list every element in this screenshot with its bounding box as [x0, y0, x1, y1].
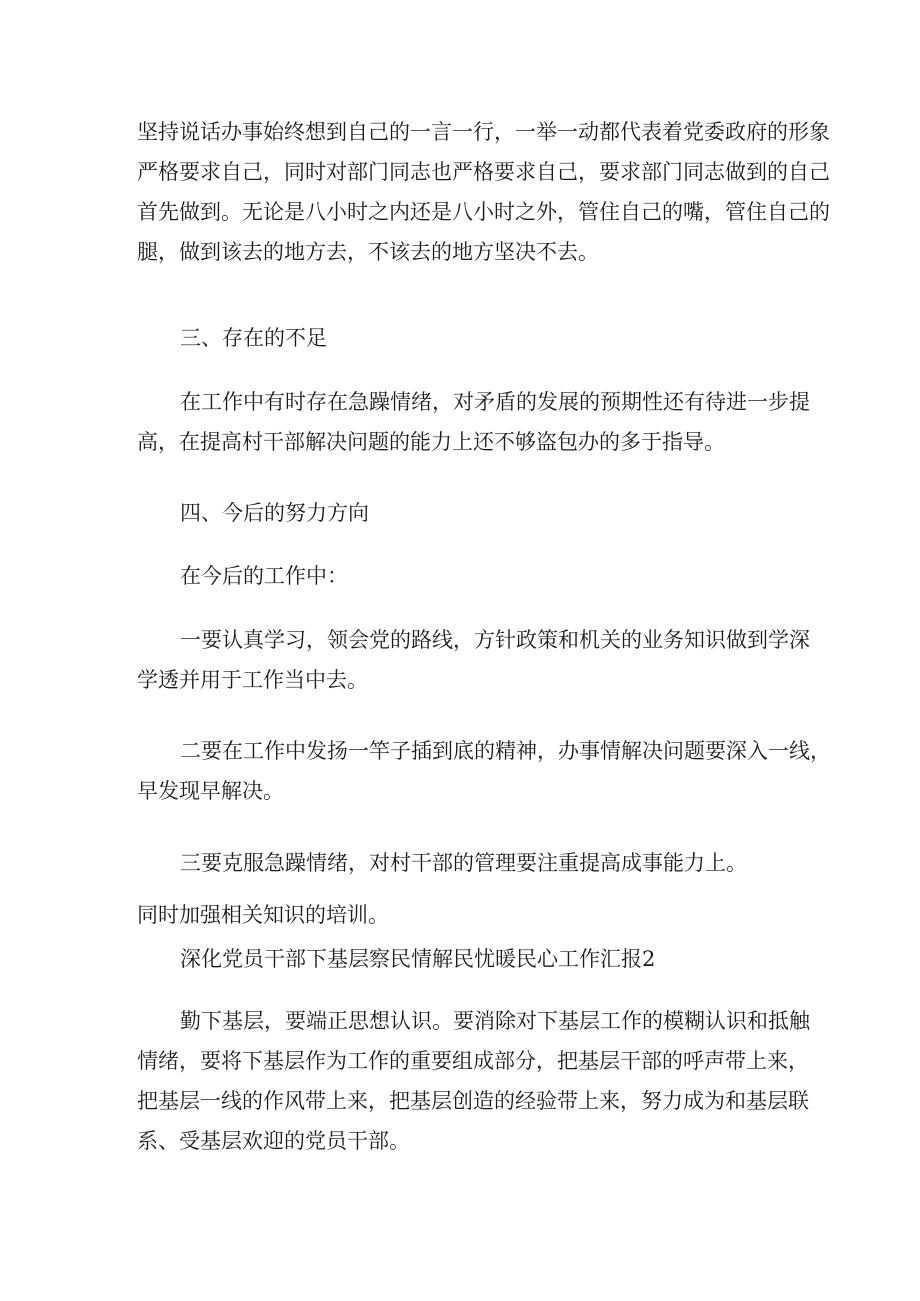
paragraph-shortcomings	[137, 382, 810, 462]
paragraph-point-two	[137, 731, 831, 811]
text-line: 一要认真学习，领会党的路线，方针政策和机关的业务知识做到学深	[180, 628, 810, 652]
paragraph-conduct	[137, 112, 830, 272]
paragraph-grassroots	[137, 1001, 810, 1161]
paragraph-training: 同时加强相关知识的培训。	[137, 903, 389, 927]
text-line: 首先做到。无论是八小时之内还是八小时之外，管住自己的嘴，管住自己的	[137, 200, 830, 224]
paragraph-point-one	[137, 620, 810, 700]
section-heading-shortcomings: 三、存在的不足	[180, 326, 327, 350]
text-line: 勤下基层，要端正思想认识。要消除对下基层工作的模糊认识和抵触	[180, 1009, 810, 1033]
text-line: 严格要求自己，同时对部门同志也严格要求自己，要求部门同志做到的自己	[137, 160, 830, 184]
report-title-2: 深化党员干部下基层察民情解民忧暖民心工作汇报2	[180, 947, 656, 971]
paragraph-future-intro: 在今后的工作中：	[180, 564, 348, 588]
text-line: 学透并用于工作当中去。	[137, 668, 368, 692]
paragraph-point-three: 三要克服急躁情绪，对村干部的管理要注重提高成事能力上。	[180, 851, 747, 875]
text-line: 早发现早解决。	[137, 779, 284, 803]
text-line: 腿，做到该去的地方去，不该去的地方坚决不去。	[137, 240, 599, 264]
text-line: 系、受基层欢迎的党员干部。	[137, 1129, 410, 1153]
text-line: 把基层一线的作风带上来，把基层创造的经验带上来，努力成为和基层联	[137, 1089, 809, 1113]
text-line: 坚持说话办事始终想到自己的一言一行，一举一动都代表着党委政府的形象	[137, 120, 830, 144]
text-line: 二要在工作中发扬一竿子插到底的精神，办事情解决问题要深入一线，	[180, 739, 831, 763]
text-line: 情绪，要将下基层作为工作的重要组成部分，把基层干部的呼声带上来，	[137, 1049, 809, 1073]
text-line: 高，在提高村干部解决问题的能力上还不够盗包办的多于指导。	[137, 430, 725, 454]
section-heading-future-direction: 四、今后的努力方向	[180, 501, 369, 525]
text-line: 在工作中有时存在急躁情绪，对矛盾的发展的预期性还有待进一步提	[180, 390, 810, 414]
